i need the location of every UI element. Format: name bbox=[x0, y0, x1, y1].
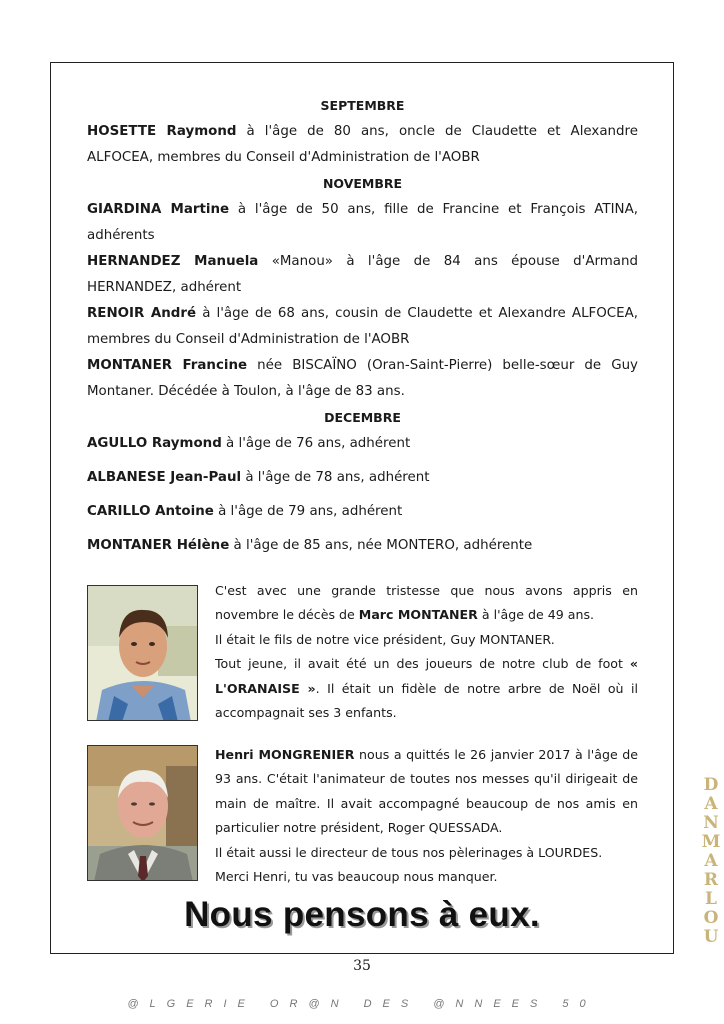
obituary-entry bbox=[87, 301, 638, 353]
closing-slogan: Nous pensons à eux. bbox=[184, 895, 540, 934]
deceased-name: HERNANDEZ Manuela bbox=[87, 254, 259, 269]
tribute-paragraph bbox=[215, 652, 638, 725]
tribute-paragraph: Il était le fils de notre vice président, Guy MONTANER. bbox=[215, 631, 555, 647]
tribute-name: Marc MONTANER bbox=[358, 607, 478, 623]
obituary-entry bbox=[87, 249, 638, 301]
tribute-paragraph bbox=[215, 579, 638, 628]
deceased-name: ALBANESE Jean-Paul bbox=[87, 470, 242, 485]
portrait-marc-image bbox=[88, 586, 198, 721]
entry-text: «Manou» à l'âge de 84 ans épouse d'Armand HERNANDEZ, adhérent bbox=[87, 254, 639, 295]
portrait-henri-image bbox=[88, 746, 198, 881]
side-brand-letter: U bbox=[703, 927, 719, 947]
tribute-paragraph bbox=[215, 743, 638, 841]
tribute-name: Henri MONGRENIER bbox=[215, 747, 355, 762]
side-brand-letter: O bbox=[703, 908, 719, 928]
tribute-text: nous a quittés le 26 janvier 2017 à l'âge de 93 ans. C'était l'animateur de toutes nos messes qu'il dirigeait de main de maître. Il avait accompagné beaucoup de nos amis en particulier notre président, Roger QUESSADA. bbox=[215, 747, 638, 836]
month-heading-september: SEPTEMBRE bbox=[320, 98, 405, 113]
tribute-text: Tout jeune, il avait été un des joueurs de notre club de foot bbox=[215, 656, 630, 672]
side-brand-letter: A bbox=[704, 794, 718, 814]
entry-text: à l'âge de 76 ans, adhérent bbox=[221, 436, 411, 451]
entry-text: à l'âge de 78 ans, adhérent bbox=[241, 470, 430, 485]
side-brand-logo bbox=[700, 776, 722, 947]
month-heading-november: NOVEMBRE bbox=[322, 176, 403, 191]
entry-text: à l'âge de 68 ans, cousin de Claudette et Alexandre ALFOCEA, membres du Conseil d'Administration de l'AOBR bbox=[87, 306, 639, 347]
page-frame bbox=[50, 62, 674, 954]
tribute-paragraph: Il était aussi le directeur de tous nos pèlerinages à LOURDES. bbox=[215, 844, 603, 860]
side-brand-letter: L bbox=[705, 889, 717, 909]
portrait-photo-marc bbox=[87, 585, 198, 721]
obituary-entry bbox=[87, 431, 638, 457]
tribute-text-henri bbox=[215, 743, 638, 889]
deceased-name: GIARDINA Martine bbox=[87, 202, 230, 217]
deceased-name: RENOIR André bbox=[87, 306, 197, 321]
club-name: « L'ORANAISE » bbox=[215, 656, 638, 696]
obituary-entry bbox=[87, 499, 638, 525]
obituary-list bbox=[87, 93, 638, 559]
footer-title: @LGERIE OR@N DES @NNEES 50 bbox=[127, 998, 597, 1010]
page-number: 35 bbox=[353, 958, 371, 974]
obituary-entry bbox=[87, 197, 638, 249]
deceased-name: MONTANER Francine bbox=[87, 358, 248, 373]
tribute-text: à l'âge de 49 ans. bbox=[477, 607, 595, 623]
deceased-name: MONTANER Hélène bbox=[87, 538, 230, 553]
tribute-text: . Il était un fidèle de notre arbre de Noël où il accompagnait ses 3 enfants. bbox=[215, 680, 638, 721]
deceased-name: HOSETTE Raymond bbox=[87, 124, 237, 139]
side-brand-letter: N bbox=[703, 813, 719, 833]
month-heading-december: DECEMBRE bbox=[324, 410, 401, 425]
portrait-photo-henri bbox=[87, 745, 198, 881]
obituary-entry bbox=[87, 353, 638, 405]
deceased-name: AGULLO Raymond bbox=[87, 436, 222, 451]
entry-text: à l'âge de 50 ans, fille de Francine et François ATINA, adhérents bbox=[87, 202, 638, 243]
entry-text: à l'âge de 79 ans, adhérent bbox=[213, 504, 403, 519]
entry-text: née BISCAÏNO (Oran-Saint-Pierre) belle-sœur de Guy Montaner. Décédée à Toulon, à l'âge de 83 ans. bbox=[87, 358, 638, 399]
entry-text: à l'âge de 85 ans, née MONTERO, adhérente bbox=[229, 538, 533, 553]
side-brand-letter: D bbox=[703, 775, 719, 795]
entry-text: à l'âge de 80 ans, oncle de Claudette et Alexandre ALFOCEA, membres du Conseil d'Administration de l'AOBR bbox=[87, 124, 638, 165]
obituary-entry bbox=[87, 119, 638, 171]
tribute-text: C'est avec une grande tristesse que nous avons appris en novembre le décès de bbox=[215, 583, 638, 623]
obituary-entry bbox=[87, 533, 638, 559]
deceased-name: CARILLO Antoine bbox=[87, 504, 214, 519]
side-brand-letter: A bbox=[704, 851, 718, 871]
obituary-entry bbox=[87, 465, 638, 491]
tribute-paragraph: Merci Henri, tu vas beaucoup nous manquer. bbox=[215, 869, 498, 885]
tribute-text-marc bbox=[215, 579, 638, 725]
side-brand-letter: R bbox=[703, 870, 719, 890]
side-brand-letter: M bbox=[701, 832, 721, 852]
